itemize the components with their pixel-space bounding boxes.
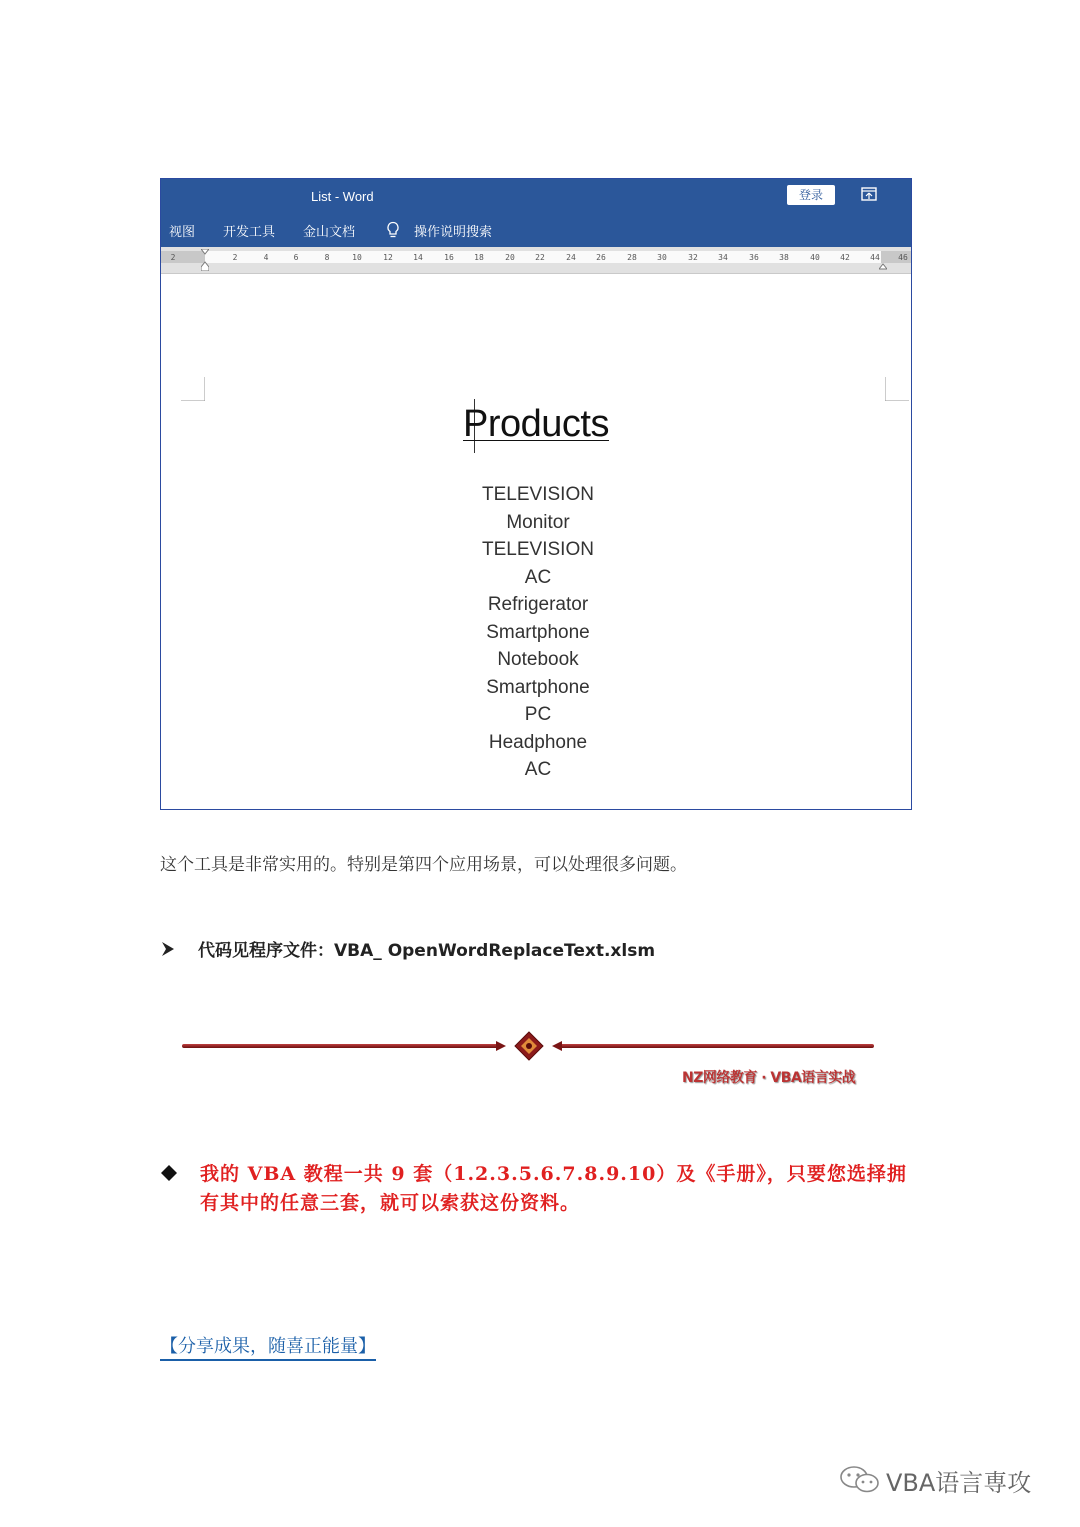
ribbon-tabs [161,221,911,241]
list-item: TELEVISION [482,539,594,560]
ruler-number: 2 [170,253,176,262]
list-item: Smartphone [486,676,590,698]
heading-text: Products [463,403,609,445]
tab-tell-me-search[interactable]: 操作说明搜索 [414,225,493,240]
ruler-number: 28 [627,253,637,262]
document-heading [161,403,911,446]
wechat-icon [838,1464,882,1496]
list-item: Notebook [497,649,579,670]
ruler-number: 34 [718,253,728,262]
lightbulb-icon [385,221,401,239]
ruler-number: 46 [898,253,908,262]
promo-notice [160,1160,920,1218]
login-button[interactable]: 登录 [787,185,835,205]
ruler-number: 24 [566,253,576,262]
corner-mark-icon [181,377,205,401]
diamond-bullet-icon [160,1164,178,1182]
ruler-number: 44 [870,253,880,262]
ruler-number: 16 [444,253,454,262]
watermark-text: VBA语言専攻 [886,1468,1032,1497]
list-item: TELEVISION [482,484,594,505]
window-title: List - Word [311,189,374,204]
word-window-screenshot [160,178,912,810]
list-item: AC [524,566,552,588]
ruler-number: 8 [324,253,330,262]
indent-marker-icon[interactable] [201,249,209,271]
code-file-text: 代码见程序文件：VBA_ OpenWordReplaceText.xlsm [198,941,656,961]
ribbon-display-options-icon[interactable] [861,187,877,201]
list-item: PC [524,704,552,725]
ruler-number: 40 [810,253,820,262]
ruler-number: 6 [293,253,299,262]
share-link[interactable]: 【分享成果，随喜正能量】 [160,1332,376,1361]
ruler-number: 12 [383,253,393,262]
list-item: Headphone [488,731,588,753]
ruler-number: 22 [535,253,545,262]
corner-mark-icon [885,377,909,401]
ruler-number: 32 [688,253,698,262]
document-page[interactable] [161,295,911,809]
word-titlebar [161,179,911,247]
ruler-number: 10 [352,253,362,262]
list-item: Smartphone [486,621,590,643]
list-item: AC [524,759,552,780]
ruler-margin-left [161,251,205,263]
ruler-number: 36 [749,253,759,262]
divider-caption: NZ网络教育 · VBA语言实战 [682,1070,856,1086]
ruler-number: 42 [840,253,850,262]
tab-developer[interactable]: 开发工具 [223,225,276,240]
code-file-line [160,936,655,961]
ruler-number: 38 [779,253,789,262]
product-list [161,481,911,784]
promo-text: 我的 VBA 教程一共 9 套（1.2.3.5.6.7.8.9.10）及《手册》，只要您选择拥有其中的任意三套，就可以索获这份资料。 [200,1163,907,1214]
ruler-number: 18 [474,253,484,262]
ruler-number: 14 [413,253,423,262]
ruler-number: 20 [505,253,515,262]
body-paragraph: 这个工具是非常实用的。特别是第四个应用场景，可以处理很多问题。 [160,855,687,875]
ruler-number: 26 [596,253,606,262]
list-item: Refrigerator [487,594,589,615]
right-indent-marker-icon[interactable] [879,249,887,271]
ruler-number: 4 [263,253,269,262]
arrow-bullet-icon [160,940,198,958]
list-item: Monitor [506,511,570,533]
tab-kingsoft-docs[interactable]: 金山文档 [303,225,356,240]
horizontal-ruler[interactable] [161,247,911,274]
ruler-number: 30 [657,253,667,262]
ruler-number: 2 [232,253,238,262]
tab-view[interactable]: 视图 [169,225,196,240]
account-watermark [838,1462,1031,1498]
